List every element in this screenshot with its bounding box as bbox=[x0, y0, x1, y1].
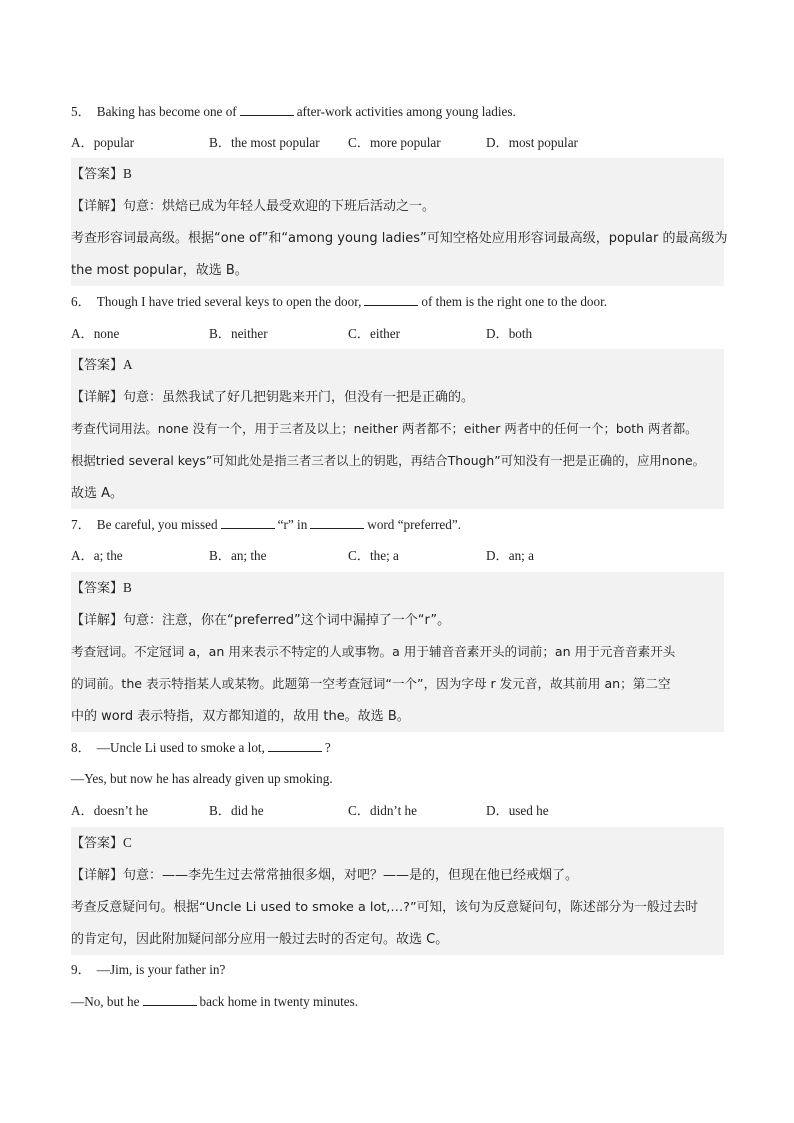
question-number: 9． bbox=[71, 962, 91, 977]
question-7-explanation-line bbox=[71, 668, 724, 700]
question-6-explanation-line bbox=[71, 445, 724, 477]
detail-text: 句意：虽然我试了好几把钥匙来开门，但没有一把是正确的。 bbox=[123, 390, 475, 405]
option-c: C．didn’t he bbox=[348, 803, 417, 818]
option-d: D．most popular bbox=[486, 135, 578, 150]
answer-value: C bbox=[123, 835, 132, 850]
question-number: 5． bbox=[71, 104, 91, 119]
detail-text: 句意：烘焙已成为年轻人最受欢迎的下班后活动之一。 bbox=[123, 199, 436, 214]
question-5-explanation-line bbox=[71, 222, 728, 254]
explanation-text: the most popular，故选 B。 bbox=[71, 263, 248, 278]
question-8-explanation-line bbox=[71, 923, 724, 955]
option-d: D．an; a bbox=[486, 548, 534, 563]
explanation-text: 的词前。the 表示特指某人或某物。此题第一空考查冠词“一个”，因为字母 r 发元音，故其前用 an；第二空 bbox=[71, 676, 671, 691]
question-7-options bbox=[71, 540, 606, 572]
explanation-text: 考查形容词最高级。根据“one of”和“among young ladies”可知空格处应用形容词最高级，popular 的最高级为 bbox=[71, 231, 728, 246]
question-6-answer bbox=[71, 349, 724, 381]
question-6-options bbox=[71, 318, 606, 350]
answer-value: A bbox=[123, 357, 133, 372]
detail-tag: 【详解】 bbox=[71, 199, 124, 214]
question-8-stem-line2 bbox=[71, 763, 333, 795]
option-a: A．none bbox=[71, 326, 120, 341]
option-a: A．doesn’t he bbox=[71, 803, 149, 818]
question-9-stem bbox=[71, 954, 225, 986]
stem-text: —Jim, is your father in? bbox=[96, 962, 226, 977]
option-c: C．the; a bbox=[348, 548, 399, 563]
stem-text: Be careful, you missed bbox=[96, 517, 218, 532]
stem-text: —Yes, but now he has already given up smoking. bbox=[71, 771, 333, 786]
question-5-answer bbox=[71, 158, 724, 190]
question-8-options bbox=[71, 795, 606, 827]
option-c: C．either bbox=[348, 326, 401, 341]
question-8-answer bbox=[71, 827, 724, 859]
explanation-text: 考查冠词。不定冠词 a，an 用来表示不特定的人或事物。a 用于辅音音素开头的词前；an 用于元音音素开头 bbox=[71, 644, 676, 659]
stem-text: —No, but he bbox=[71, 994, 140, 1009]
option-b: B．neither bbox=[209, 326, 268, 341]
explanation-text: 中的 word 表示特指，双方都知道的，故用 the。故选 B。 bbox=[71, 709, 410, 724]
answer-blank bbox=[240, 102, 294, 116]
answer-tag: 【答案】 bbox=[71, 358, 124, 373]
question-5-detail bbox=[71, 190, 724, 222]
question-5-options bbox=[71, 127, 606, 159]
explanation-text: 的肯定句，因此附加疑问部分应用一般过去时的否定句。故选 C。 bbox=[71, 932, 449, 947]
question-6-detail bbox=[71, 381, 724, 413]
detail-text: 句意：注意，你在“preferred”这个词中漏掉了一个“r”。 bbox=[123, 613, 451, 628]
question-number: 8． bbox=[71, 740, 91, 755]
explanation-text: 故选 A。 bbox=[71, 486, 124, 501]
option-b: B．the most popular bbox=[209, 135, 320, 150]
option-d: D．used he bbox=[486, 803, 549, 818]
question-7-explanation-line bbox=[71, 700, 724, 732]
answer-value: B bbox=[123, 580, 132, 595]
explanation-text: 根据tried several keys”可知此处是指三者三者以上的钥匙，再结合Though”可知没有一把是正确的，应用none。 bbox=[71, 453, 706, 468]
explanation-text: 考查反意疑问句。根据“Uncle Li used to smoke a lot,…?”可知，该句为反意疑问句，陈述部分为一般过去时 bbox=[71, 900, 699, 915]
answer-blank bbox=[268, 738, 322, 752]
question-8-stem bbox=[71, 732, 331, 764]
option-a: A．a; the bbox=[71, 548, 123, 563]
answer-blank bbox=[143, 992, 197, 1006]
stem-text: Baking has become one of bbox=[96, 104, 237, 119]
answer-tag: 【答案】 bbox=[71, 581, 124, 596]
question-6-explanation-line bbox=[71, 413, 724, 445]
option-b: B．an; the bbox=[209, 548, 267, 563]
question-6-stem bbox=[71, 286, 607, 318]
option-b: B．did he bbox=[209, 803, 264, 818]
question-7-detail bbox=[71, 604, 724, 636]
question-7-answer bbox=[71, 572, 724, 604]
question-5-explanation-line bbox=[71, 254, 724, 286]
stem-text: word “preferred”. bbox=[367, 517, 462, 532]
stem-text: “r” in bbox=[277, 517, 308, 532]
question-8-detail bbox=[71, 859, 724, 891]
question-number: 7． bbox=[71, 517, 91, 532]
question-7-explanation-line bbox=[71, 636, 724, 668]
explanation-text: 考查代词用法。none 没有一个，用于三者及以上；neither 两者都不；either 两者中的任何一个；both 两者都。 bbox=[71, 421, 698, 436]
option-c: C．more popular bbox=[348, 135, 441, 150]
stem-text: back home in twenty minutes. bbox=[199, 994, 359, 1009]
stem-text: Though I have tried several keys to open the door, bbox=[96, 294, 362, 309]
stem-text: after-work activities among young ladies. bbox=[296, 104, 516, 119]
question-8-explanation-line bbox=[71, 891, 724, 923]
question-7-stem bbox=[71, 509, 461, 541]
stem-text: of them is the right one to the door. bbox=[421, 294, 608, 309]
answer-blank bbox=[221, 515, 275, 529]
detail-text: 句意：——李先生过去常常抽很多烟，对吧？——是的，但现在他已经戒烟了。 bbox=[123, 868, 579, 883]
stem-text: ? bbox=[324, 740, 331, 755]
option-d: D．both bbox=[486, 326, 533, 341]
question-number: 6． bbox=[71, 294, 91, 309]
answer-blank bbox=[364, 292, 418, 306]
answer-tag: 【答案】 bbox=[71, 167, 124, 182]
answer-blank bbox=[310, 515, 364, 529]
answer-value: B bbox=[123, 166, 132, 181]
question-9-stem-line2 bbox=[71, 986, 358, 1018]
detail-tag: 【详解】 bbox=[71, 613, 124, 628]
stem-text: —Uncle Li used to smoke a lot, bbox=[96, 740, 265, 755]
question-5-stem bbox=[71, 96, 516, 128]
detail-tag: 【详解】 bbox=[71, 868, 124, 883]
option-a: A．popular bbox=[71, 135, 134, 150]
answer-tag: 【答案】 bbox=[71, 836, 124, 851]
detail-tag: 【详解】 bbox=[71, 390, 124, 405]
question-6-explanation-line bbox=[71, 477, 724, 509]
